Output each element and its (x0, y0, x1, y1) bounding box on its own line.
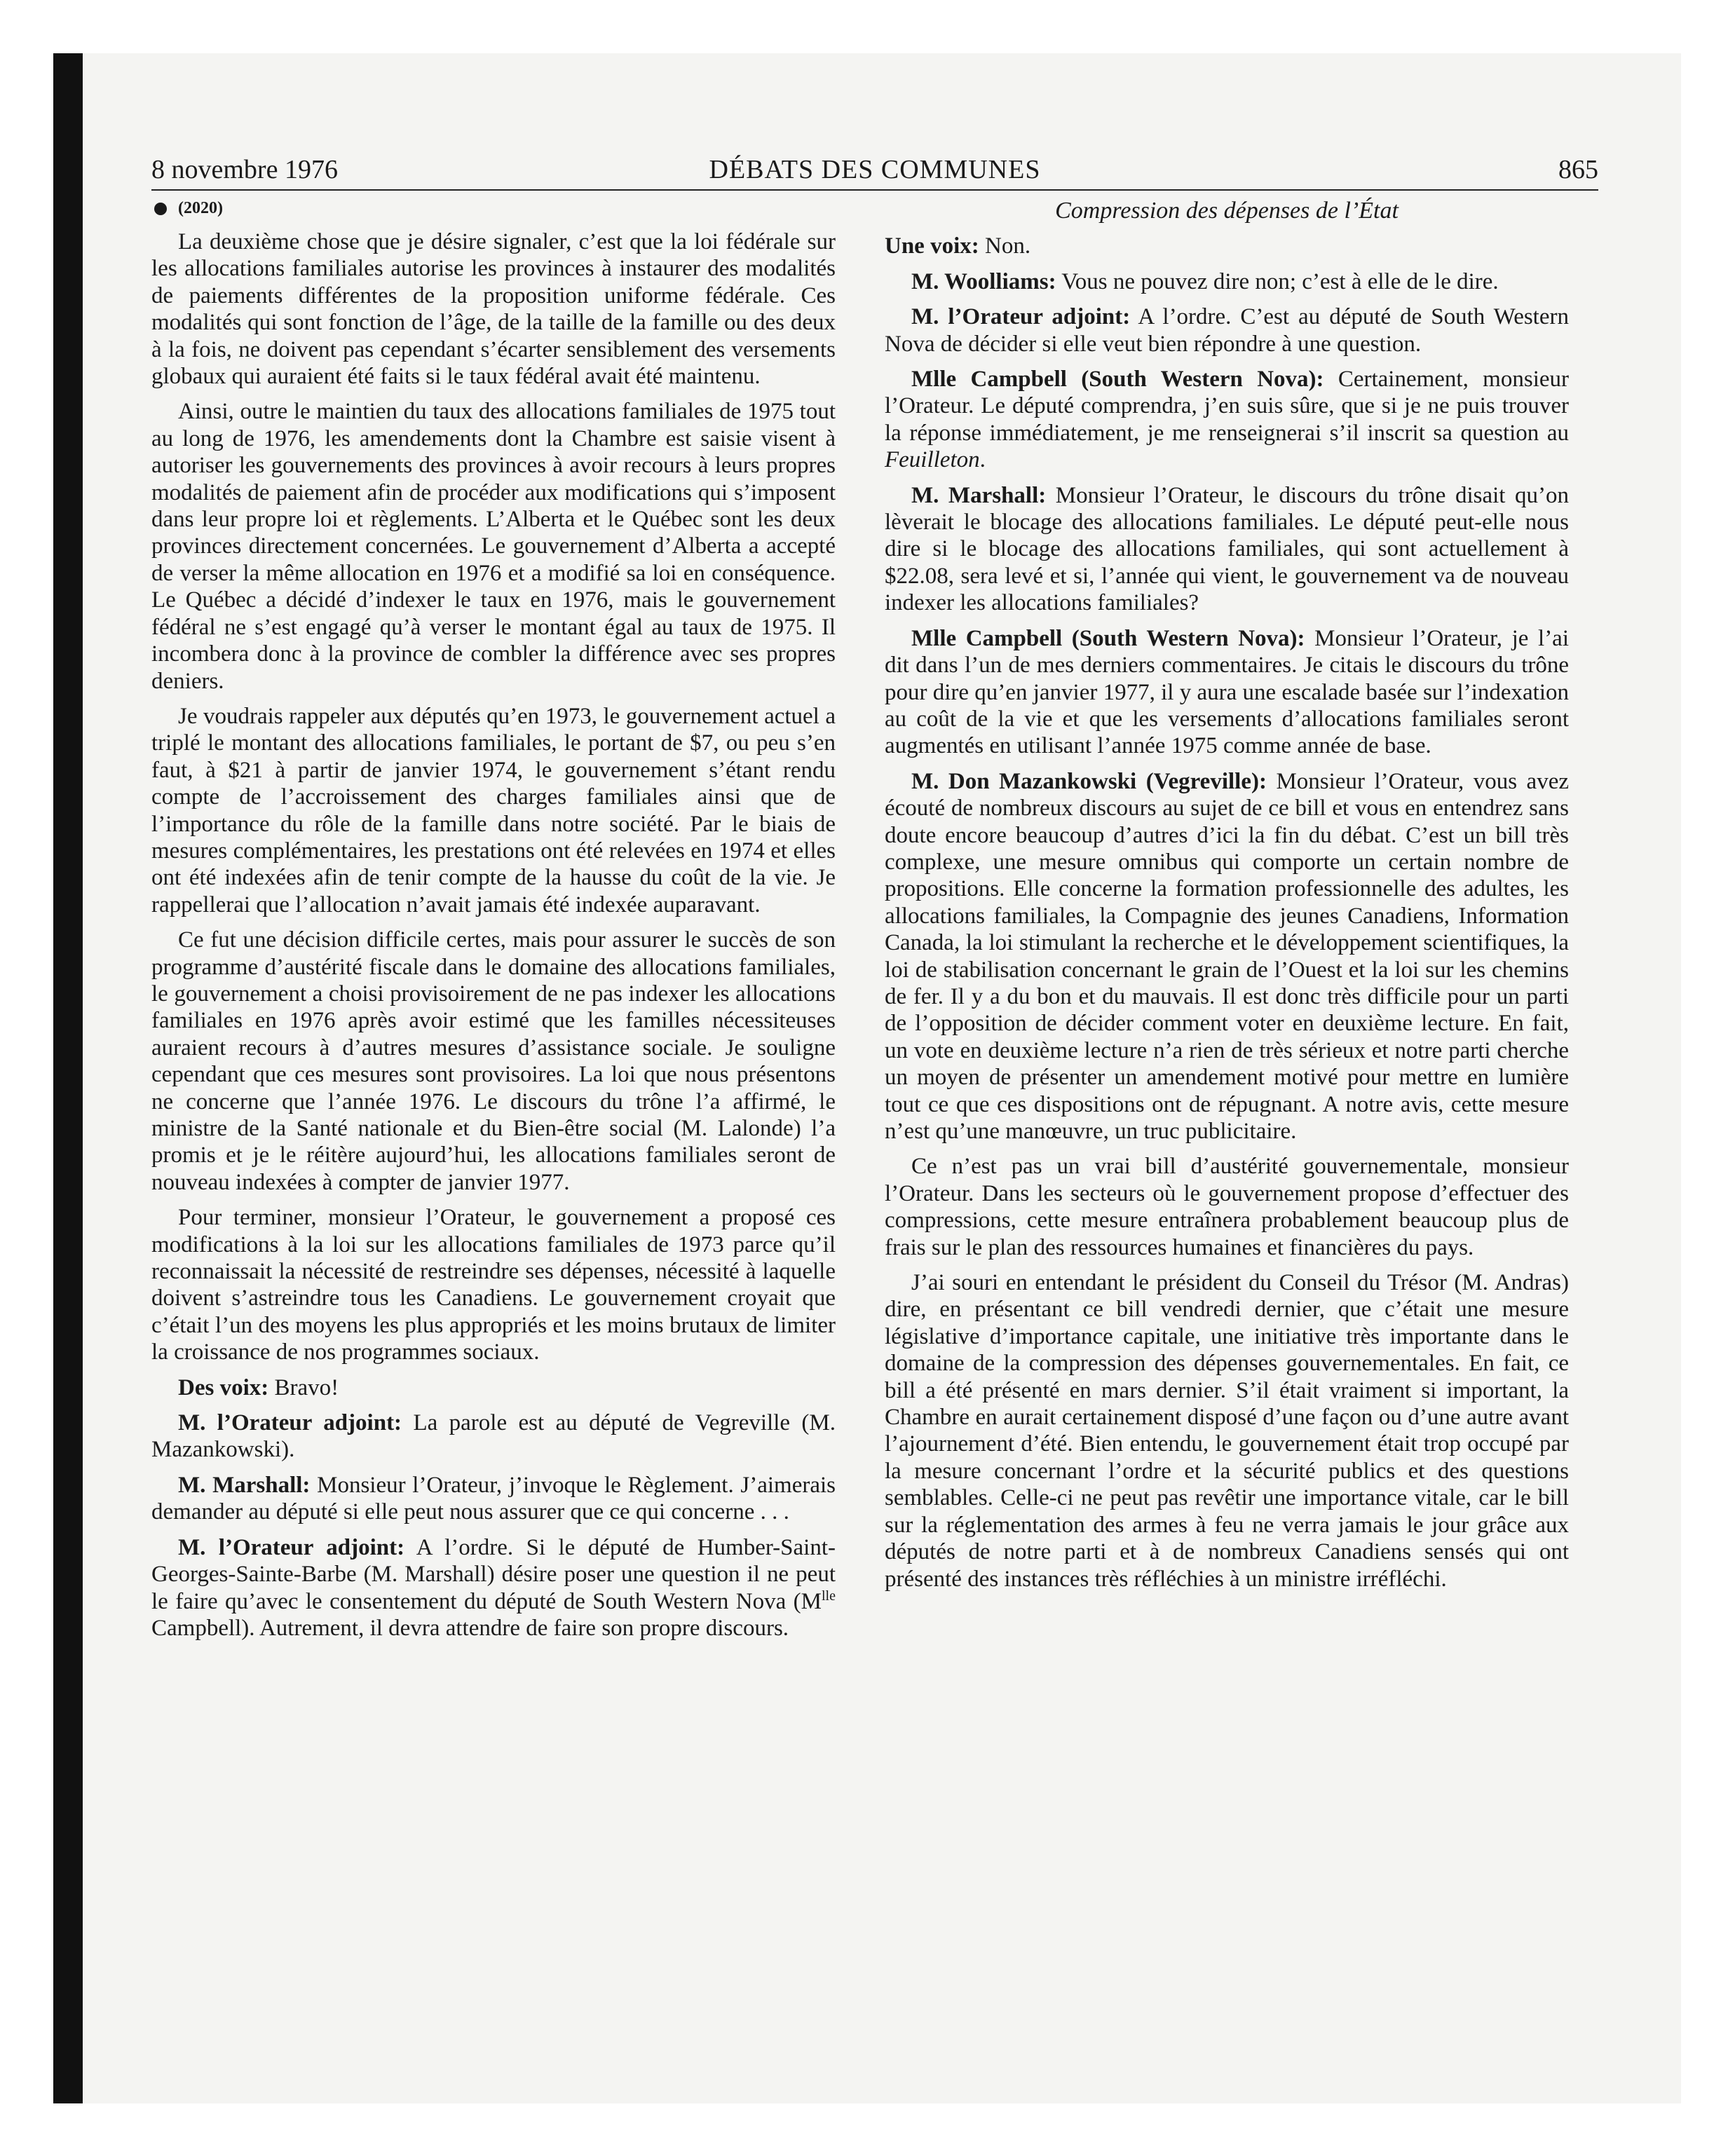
running-header (151, 146, 1598, 189)
speech-text: Certainement, monsieur l’Orateur. Le député comprendra, j’en suis sûre, que si je ne puis trouver la réponse immédiatement, je me renseignerai s’il inscrit sa question au (885, 367, 1569, 446)
speech (885, 366, 1569, 474)
speech-text: Monsieur l’Orateur, le discours du trône disait qu’on lèverait le blocage des allocations familiales. Le député peut-elle nous dire si le blocage des allocations familiales, qui sont actuellement à $22.08, sera levé et si, l’année qui vient, le gouvernement va de nouveau indexer les allocations familiales? (885, 482, 1569, 616)
speech (885, 625, 1569, 760)
speaker-name: M. Marshall: (911, 482, 1047, 508)
header-title: DÉBATS DES COMMUNES (709, 155, 1041, 184)
speaker-name: Des voix: (178, 1374, 269, 1400)
speech-text: Bravo! (268, 1374, 339, 1400)
speech (151, 1374, 836, 1401)
speaker-name: M. Marshall: (178, 1472, 311, 1498)
speaker-name: M. Woolliams: (911, 268, 1056, 294)
left-column (151, 198, 836, 1650)
speech-text: Monsieur l’Orateur, je l’ai dit dans l’un de mes derniers commentaires. Je citais le discours du trône pour dire qu’en janvier 1977, il y aura une escalade basée sur l’indexation au coût de la vie et que les versements d’allocations familiales seront augmentés en utilisant l’année 1975 comme année de base. (885, 625, 1569, 759)
paragraph: Pour terminer, monsieur l’Orateur, le gouvernement a proposé ces modifications à la loi sur les allocations familiales de 1973 parce qu’il reconnaissait la nécessité de restreindre ses dépenses, nécessité à laquelle doivent s’astreindre tous les Canadiens. Le gouvernement croyait que c’était l’un des moyens les plus appropriés et les moins brutaux de limiter la croissance de nos programmes sociaux. (151, 1205, 836, 1365)
speaker-name: M. l’Orateur adjoint: (178, 1534, 405, 1560)
paragraph: La deuxième chose que je désire signaler, c’est que la loi fédérale sur les allocations familiales autorise les provinces à instaurer des modalités de paiements différentes de la proposition uniforme fédérale. Ces modalités qui sont fonction de l’âge, de la taille de la famille ou des deux à la fois, ne doivent pas cependant s’écarter sensiblement des versements globaux qui auraient été faits si le taux fédéral avait été maintenu. (151, 229, 836, 390)
paragraph: Ce n’est pas un vrai bill d’austérité gouvernementale, monsieur l’Orateur. Dans les secteurs où le gouvernement propose d’effectuer des compressions, cette mesure entraînera probablement beaucoup plus de frais sur le plan des ressources humaines et financières du pays. (885, 1154, 1569, 1260)
speech-text: Campbell). Autrement, il devra attendre de faire son propre discours. (151, 1615, 789, 1641)
speech (885, 768, 1569, 1145)
speech-text: A l’ordre. Si le député de Humber-Saint-Georges-Sainte-Barbe (M. Marshall) désire poser une question il ne peut le faire qu’avec le consentement du député de South Western Nova (M (151, 1534, 836, 1614)
speech (885, 268, 1569, 295)
paragraph: Ainsi, outre le maintien du taux des allocations familiales de 1975 tout au long de 1976, les amendements dont la Chambre est saisie visent à autoriser les gouvernements des provinces à avoir recours à leurs propres modalités de paiement afin de procéder aux modifications qui s’imposent dans leur propre loi et règlements. L’Alberta et le Québec sont les deux provinces directement concernées. Le gouvernement d’Alberta a accepté de verser la même allocation en 1976 et a modifié sa loi en conséquence. Le Québec a décidé d’indexer le taux en 1976, mais le gouvernement fédéral ne s’est engagé qu’à verser le montant égal au taux de 1975. Il incombera donc à la province de combler la différence avec ses propres deniers. (151, 399, 836, 694)
speaker-name: M. l’Orateur adjoint: (911, 304, 1131, 330)
binding-edge (53, 53, 83, 2103)
superscript: lle (822, 1588, 836, 1604)
speech-text: La parole est au député de Vegreville (M. Mazankowski). (151, 1410, 836, 1463)
speech (151, 1410, 836, 1464)
speech (151, 1472, 836, 1526)
speech-text: Monsieur l’Orateur, j’invoque le Règlement. J’aimerais demander au député si elle peut nous assurer que ce qui concerne . . . (151, 1472, 836, 1525)
speech-text: Monsieur l’Orateur, vous avez écouté de nombreux discours au sujet de ce bill et vous en entendrez sans doute encore beaucoup d’autres d’ici la fin du débat. C’est un bill très complexe, une mesure omnibus qui comporte un certain nombre de propositions. Elle concerne la formation professionnelle des adultes, les allocations familiales, la Compagnie des jeunes Canadiens, Information Canada, la loi stimulant la recherche et le développement scientifiques, la loi de stabilisation concernant le grain de l’Ouest et la loi sur les chemins de fer. Il y a du bon et du mauvais. Il est donc très difficile pour un parti de l’opposition de décider comment voter en deuxième lecture. En fait, un vote en deuxième lecture n’a rien de très sérieux et notre parti cherche un moyen de présenter un amendement motivé pour mettre en lumière tout ce que ces dispositions ont de répugnant. A notre avis, cette mesure n’est qu’une manœuvre, un truc publicitaire. (885, 768, 1569, 1144)
paragraph: Ce fut une décision difficile certes, mais pour assurer le succès de son programme d’austérité fiscale dans le domaine des allocations familiales, le gouvernement a choisi provisoirement de ne pas indexer les allocations familiales en 1976 après avoir estimé que les familles nécessiteuses auraient recours à d’autres mesures d’assistance sociale. Je souligne cependant que ces mesures sont provisoires. La loi que nous présentons ne concerne que l’année 1976. Le discours du trône l’a affirmé, le ministre de la Santé nationale et du Bien-être social (M. Lalonde) l’a promis et je le réitère aujourd’hui, les allocations familiales seront de nouveau indexées à compter de janvier 1977. (151, 927, 836, 1195)
speech (885, 303, 1569, 357)
speaker-name: Mlle Campbell (South Western Nova): (911, 367, 1324, 393)
bullet-icon (154, 203, 167, 215)
speech (885, 233, 1569, 259)
speech-text: A l’ordre. C’est au député de South Western Nova de décider si elle veut bien répondre à une question. (885, 304, 1569, 357)
header-date: 8 novembre 1976 (151, 155, 338, 184)
feuilleton-title: Feuilleton (885, 447, 980, 473)
time-marker (154, 198, 836, 219)
section-title: Compression des dépenses de l’État (1055, 198, 1399, 224)
speech-text: . (979, 447, 986, 473)
speech-text: Non. (979, 233, 1031, 259)
speaker-name: Une voix: (885, 233, 979, 259)
header-rule (151, 189, 1598, 191)
speaker-name: M. l’Orateur adjoint: (178, 1410, 402, 1436)
paragraph: Je voudrais rappeler aux députés qu’en 1973, le gouvernement actuel a triplé le montant des allocations familiales, le portant de $7, ou peu s’en faut, à $21 à partir de janvier 1974, le gouvernement s’étant rendu compte de l’accroissement des charges familiales ainsi que de l’importance du rôle de la famille dans notre société. Par le biais de mesures complémentaires, les prestations ont été relevées en 1974 et elles ont été indexées afin de tenir compte de la hausse du coût de la vie. Je rappellerai que l’allocation n’avait jamais été indexée auparavant. (151, 703, 836, 917)
speaker-name: M. Don Mazankowski (Vegreville): (911, 768, 1267, 794)
right-column (885, 198, 1569, 1601)
speaker-name: Mlle Campbell (South Western Nova): (911, 625, 1305, 651)
speech (151, 1534, 836, 1642)
speech-text: Vous ne pouvez dire non; c’est à elle de le dire. (1056, 268, 1499, 294)
paragraph: J’ai souri en entendant le président du Conseil du Trésor (M. Andras) dire, en présentant ce bill vendredi dernier, que c’était une mesure législative d’importance capitale, une initiative très importante dans le domaine de la compression des dépenses gouvernementales. En fait, ce bill a été présenté en mars dernier. S’il était vraiment si important, la Chambre en aurait certainement disposé d’une façon ou d’une autre avant l’ajournement d’été. Bien entendu, le gouvernement était trop occupé par la mesure concernant l’ordre et la sécurité publics et des questions semblables. Celle-ci ne peut pas revêtir une importance vitale, car le bill sur la réglementation des armes à feu ne verra jamais le jour grâce aux députés de notre parti et à de nombreux Canadiens sensés qui ont présenté des instances très réfléchies à un ministre irréfléchi. (885, 1270, 1569, 1592)
page-number: 865 (1558, 155, 1598, 184)
speech (885, 482, 1569, 617)
time-marker-text: (2020) (178, 199, 223, 217)
